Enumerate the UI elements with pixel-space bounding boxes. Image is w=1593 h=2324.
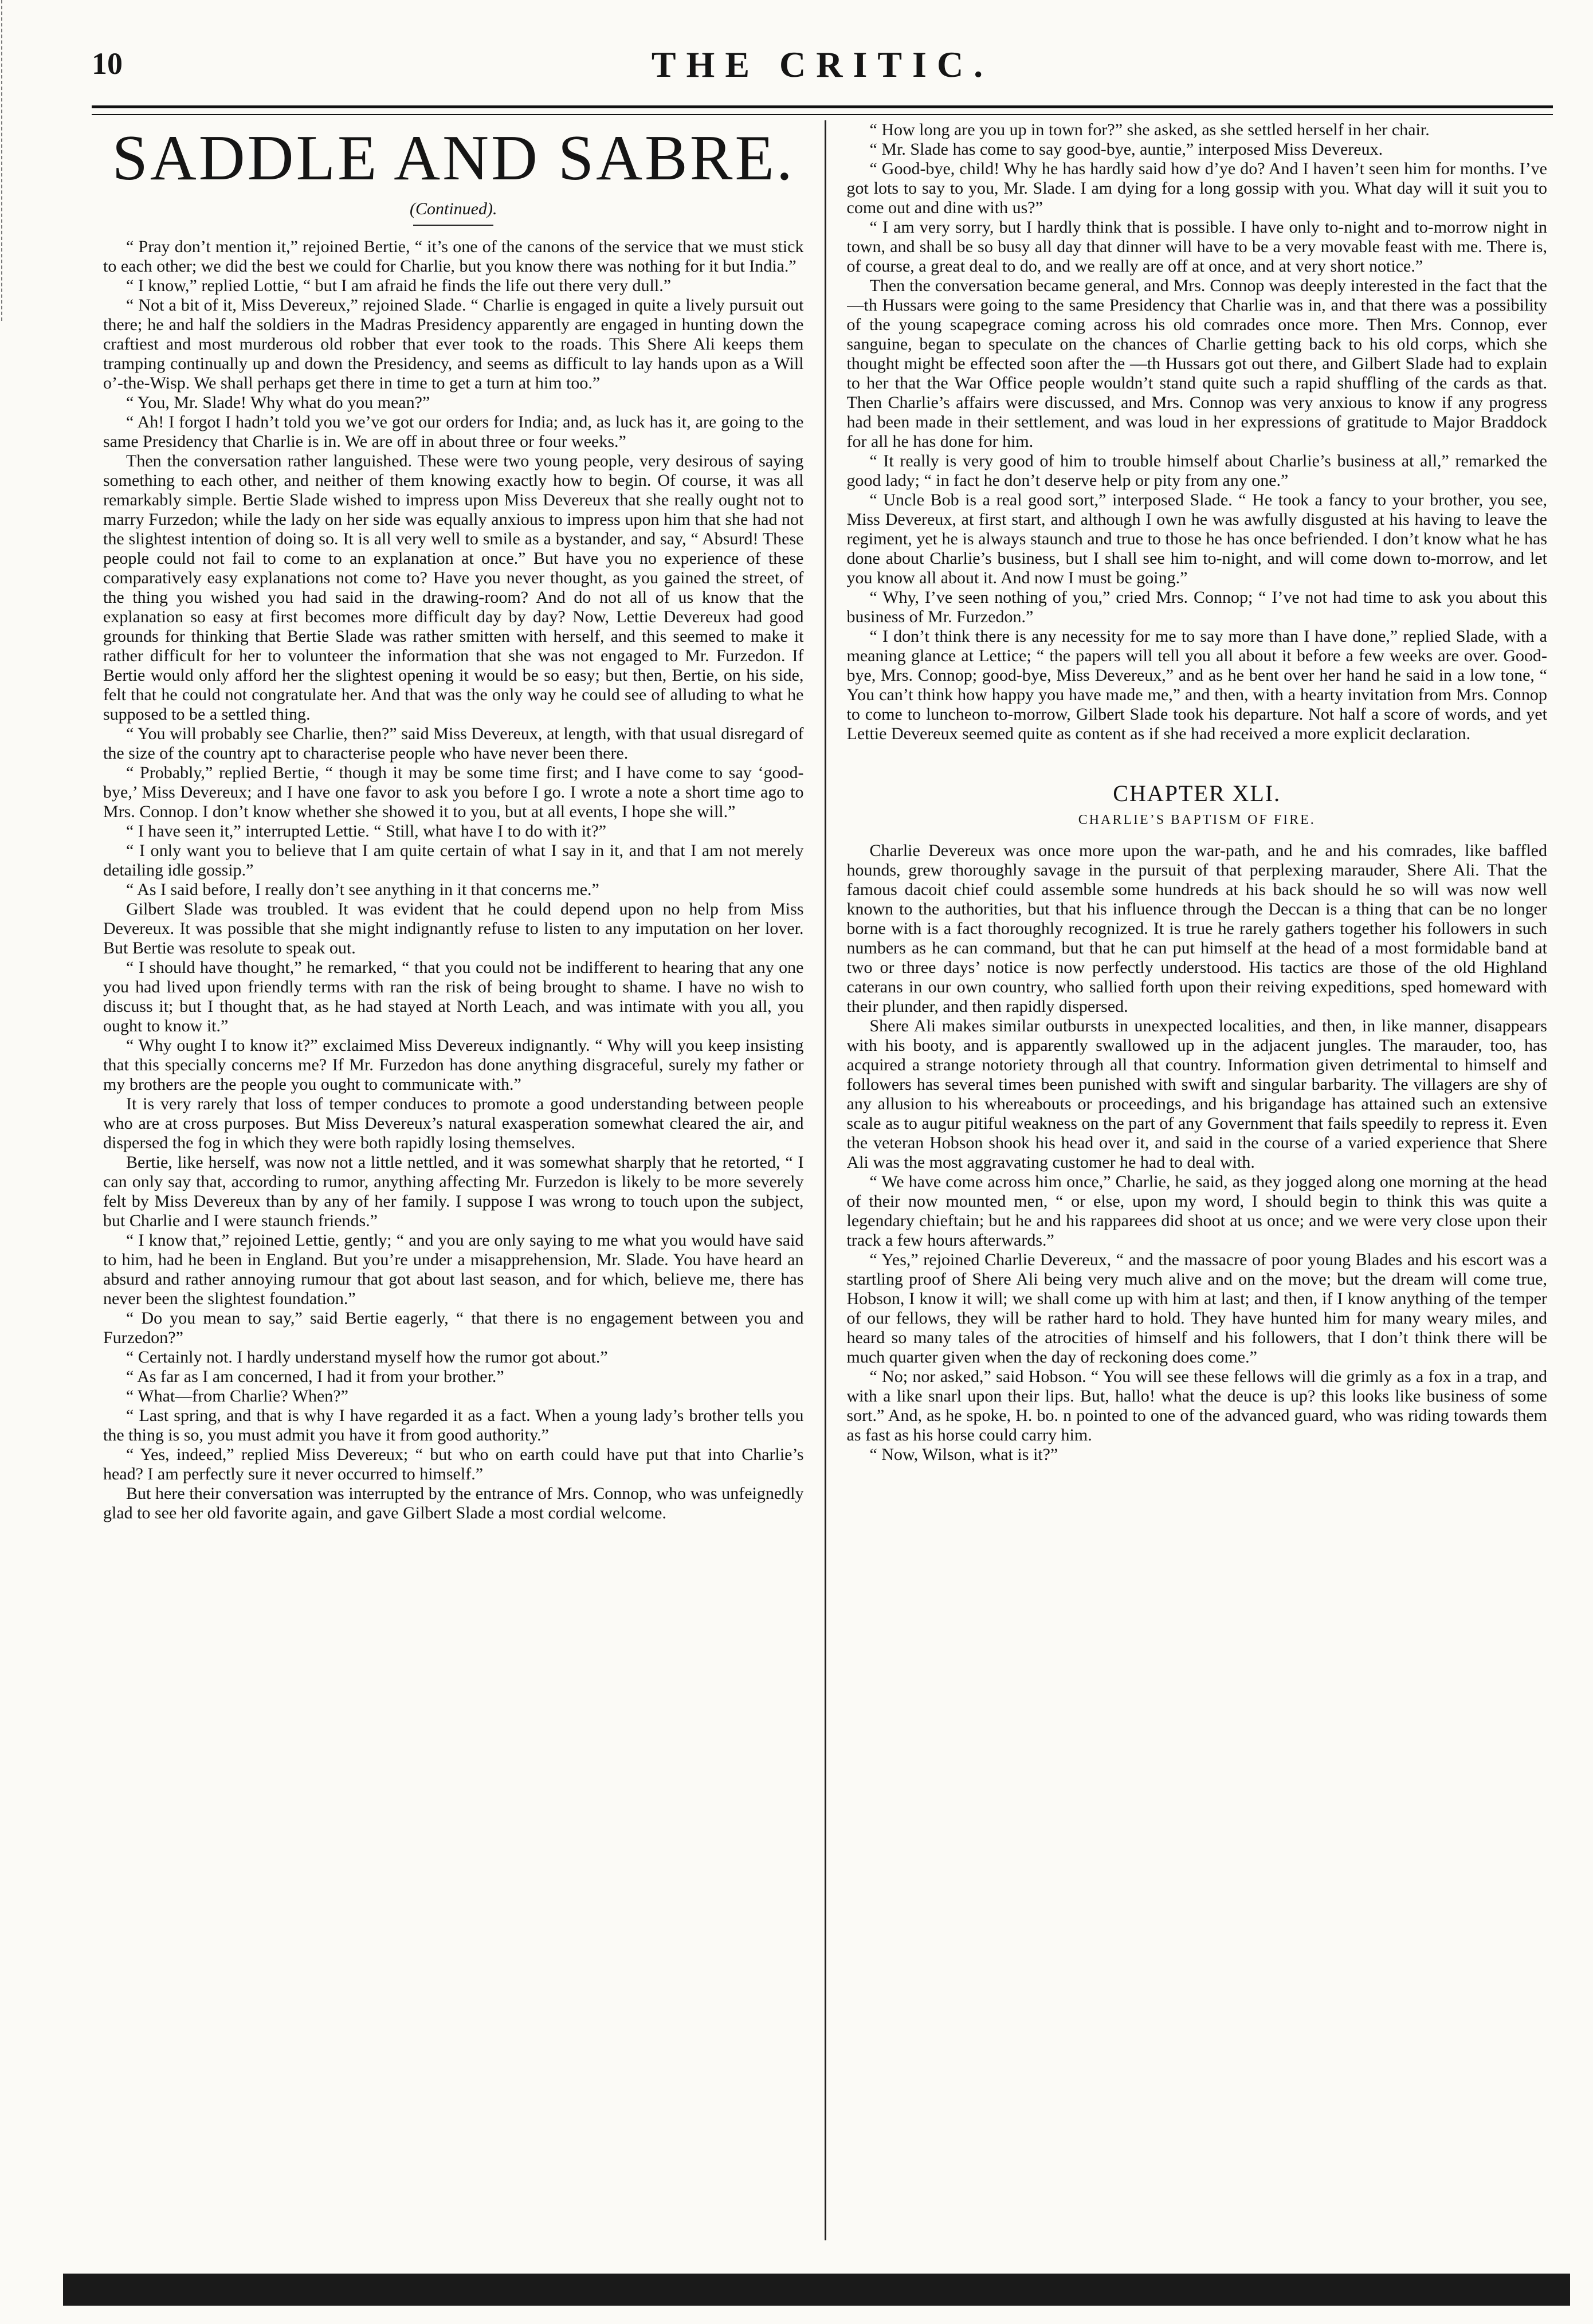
paragraph: “ As far as I am concerned, I had it from your brother.” xyxy=(126,1367,504,1386)
left-column-text xyxy=(103,237,804,1523)
right-column-text xyxy=(847,120,1548,744)
paragraph: “ Mr. Slade has come to say good-bye, auntie,” interposed Miss Devereux. xyxy=(869,140,1383,159)
article-columns xyxy=(103,120,1547,2240)
paragraph: “ What—from Charlie? When?” xyxy=(126,1387,348,1406)
paragraph: “ Uncle Bob is a real good sort,” interposed Slade. “ He took a fancy to your brother, you see, Miss Devereux, at first start, and although I own he was awfully disgusted at his having to leave the regiment, yet he is always staunch and true to those he has once befriended. I don’t know what he has done about Charlie’s business, but I shall see him to-night, and will come down to-morrow, and let you know all about it. And now I must be going.” xyxy=(846,490,1547,587)
page-number: 10 xyxy=(92,46,123,81)
paragraph: “ Probably,” replied Bertie, “ though it may be some time first; and I have come to say ‘good-bye,’ Miss Devereux; and I have one favor to ask you before I go. I wrote a note a short time ago to Mrs. Connop. I don’t know whether she showed it to you, but at all events, I hope she will.” xyxy=(103,763,804,821)
paragraph: “ I know,” replied Lottie, “ but I am afraid he finds the life out there very dull.” xyxy=(126,276,672,295)
paragraph: Then the conversation became general, and Mrs. Connop was deeply interested in the fact that the —th Hussars were going to the same Presidency that Charlie was in, and that there was a possibility of the young scapegrace coming across his old comrades once more. Then Mrs. Connop, ever sanguine, began to speculate on the chances of Charlie getting back to his old corps, which she thought might be effected soon after the —th Hussars got out there, and Gilbert Slade had to explain to her that the War Office people wouldn’t stand quite such a rapid shuffling of the cards as that. Then Charlie’s affairs were discussed, and Mrs. Connop was very anxious to know if any progress had been made in their settlement, and was loud in her expressions of gratitude to Major Braddock for all he has done for him. xyxy=(846,276,1547,451)
paragraph: “ Why, I’ve seen nothing of you,” cried Mrs. Connop; “ I’ve not had time to ask you about this business of Mr. Furzedon.” xyxy=(846,588,1547,626)
chapter-paragraph: “ We have come across him once,” Charlie, he said, as they jogged along one morning at the head of their now mounted men, “ or else, upon my word, I should begin to think this was quite a legendary chieftain; but he and his rapparees did shoot at us once; and we were very close upon their track a few hours afterwards.” xyxy=(846,1172,1547,1250)
paragraph: “ I know that,” rejoined Lettie, gently; “ and you are only saying to me what you would have said to him, had he been in England. But you’re under a misapprehension, Mr. Slade. You have heard an absurd and rather annoying rumour that got about last season, and for which, believe me, there has never been the slightest foundation.” xyxy=(103,1231,804,1308)
paragraph: “ Pray don’t mention it,” rejoined Bertie, “ it’s one of the canons of the service that we must stick to each other; we did the best we could for Charlie, but you know there was nothing for it but India.” xyxy=(103,237,804,276)
chapter-subtitle: CHARLIE’S BAPTISM OF FIRE. xyxy=(1078,812,1316,827)
paragraph: “ I don’t think there is any necessity for me to say more than I have done,” replied Slade, with a meaning glance at Lettice; “ the papers will tell you all about it before a few weeks are over. Good-bye, Mrs. Connop; good-bye, Miss Devereux,” and as he bent over her hand he said in a low tone, “ You can’t think how happy you have made me,” and then, with a hearty invitation from Mrs. Connop to come to luncheon to-morrow, Gilbert Slade took his departure. Not half a score of words, and yet Lettie Devereux seemed quite as content as if she had received a more explicit declaration. xyxy=(846,627,1547,743)
paragraph: “ Yes, indeed,” replied Miss Devereux; “ but who on earth could have put that into Charlie’s head? I am perfectly sure it never occurred to himself.” xyxy=(103,1445,804,1483)
bottom-dark-band xyxy=(63,2274,1570,2306)
paragraph: “ It really is very good of him to trouble himself about Charlie’s business at all,” remarked the good lady; “ in fact he don’t deserve help or pity from any one.” xyxy=(846,452,1547,490)
chapter-paragraph: “ Now, Wilson, what is it?” xyxy=(869,1445,1058,1464)
chapter-paragraph: “ Yes,” rejoined Charlie Devereux, “ and the massacre of poor young Blades and his escort was a startling proof of Shere Ali being very much alive and on the move; but the dream will come true, Hobson, I know it will; we shall come up with him at last; and then, if I know anything of the temper of our fellows, they will be rather hard to hold. They have hunted him for many weary miles, and heard so many tales of the atrocities of himself and his followers, that I don’t think there will be much quarter given when the day of reckoning does come.” xyxy=(846,1250,1547,1367)
paragraph: “ Do you mean to say,” said Bertie eagerly, “ that there is no engagement between you and Furzedon?” xyxy=(103,1309,804,1347)
chapter-title: CHAPTER XLI. xyxy=(1113,780,1281,806)
continued-note: (Continued). xyxy=(410,199,497,218)
paragraph: “ I am very sorry, but I hardly think that is possible. I have only to-night and to-morrow night in town, and shall be so busy all day that dinner will have to be a very movable feast with me. There is, of course, a great deal to do, and we really are off at once, and at very short notice.” xyxy=(846,218,1547,276)
paragraph: “ Not a bit of it, Miss Devereux,” rejoined Slade. “ Charlie is engaged in quite a lively pursuit out there; he and half the soldiers in the Madras Presidency apparently are engaged in hunting down the craftiest and most murderous old robber that ever took to the roads. This Shere Ali keeps them tramping continually up and down the Presidency, and seems as difficult to lay hands upon as a Will o’-the-Wisp. We shall perhaps get there in time to get a turn at him too.” xyxy=(103,296,804,392)
column-divider xyxy=(825,120,826,2240)
title-rule xyxy=(413,225,493,226)
paragraph: “ How long are you up in town for?” she asked, as she settled herself in her chair. xyxy=(869,120,1430,139)
paragraph: “ I should have thought,” he remarked, “ that you could not be indifferent to hearing that any one you had lived upon friendly terms with ran the risk of being brought to shame. I have no wish to discuss it; but I thought that, as he had stayed at North Leach, and was intimate with you all, you ought to know it.” xyxy=(103,958,804,1035)
paragraph: “ You will probably see Charlie, then?” said Miss Devereux, at length, with that usual disregard of the size of the country apt to characterise people who have never been there. xyxy=(103,724,804,763)
paragraph: Bertie, like herself, was now not a little nettled, and it was somewhat sharply that he retorted, “ I can only say that, according to rumor, anything affecting Mr. Furzedon is likely to be more severely felt by Miss Devereux than by any of her family. I suppose I was wrong to touch upon the subject, but Charlie and I were staunch friends.” xyxy=(103,1153,804,1230)
paragraph: “ Certainly not. I hardly understand myself how the rumor got about.” xyxy=(126,1348,608,1367)
paragraph: “ I have seen it,” interrupted Lettie. “ Still, what have I to do with it?” xyxy=(126,822,607,841)
binding-margin-line xyxy=(1,0,5,321)
left-column xyxy=(103,120,804,2240)
paragraph: Gilbert Slade was troubled. It was evident that he could depend upon no help from Miss Devereux. It was possible that she might indignantly refuse to listen to any imputation on her lover. But Bertie was resolute to speak out. xyxy=(103,900,804,957)
paragraph: “ Last spring, and that is why I have regarded it as a fact. When a young lady’s brother tells you the thing is so, you must admit you have it from good authority.” xyxy=(103,1406,804,1444)
paragraph: It is very rarely that loss of temper conduces to promote a good understanding between people who are at cross purposes. But Miss Devereux’s natural exasperation somewhat cleared the air, and dispersed the fog in which they were both rapidly losing themselves. xyxy=(103,1094,804,1152)
paragraph: “ I only want you to believe that I am quite certain of what I say in it, and that I am not merely detailing idle gossip.” xyxy=(103,841,804,880)
page-header xyxy=(92,40,1553,109)
masthead: THE CRITIC. xyxy=(651,44,994,85)
paragraph: “ As I said before, I really don’t see anything in it that concerns me.” xyxy=(126,880,599,899)
header-rule xyxy=(92,105,1553,115)
chapter-paragraph: Shere Ali makes similar outbursts in unexpected localities, and then, in like manner, disappears with his booty, and is apparently swallowed up in the adjacent jungles. The marauder, too, has acquired a strange notoriety through all that country. Information given detrimental to himself and followers has several times been punished with swift and singular barbarity. The villagers are shy of any allusion to his whereabouts or proceedings, and his brigandage has attained such an extensive scale as to augur pitiful weakness on the part of any Government that fails speedily to repress it. Even the veteran Hobson shook his head over it, and said in the course of a varied experience that Shere Ali was the most aggravating customer he had to deal with. xyxy=(846,1016,1547,1172)
paragraph: “ Good-bye, child! Why he has hardly said how d’ye do? And I haven’t seen him for months. I’ve got lots to say to you, Mr. Slade. I am dying for a long gossip with you. What day will it suit you to come out and dine with us?” xyxy=(846,159,1547,217)
chapter-text xyxy=(847,841,1548,1465)
article-title: SADDLE AND SABRE. xyxy=(112,123,795,194)
paragraph: But here their conversation was interrupted by the entrance of Mrs. Connop, who was unfeignedly glad to see her old favorite again, and gave Gilbert Slade a most cordial welcome. xyxy=(103,1484,804,1522)
right-column xyxy=(847,120,1548,2240)
chapter-paragraph: Charlie Devereux was once more upon the war-path, and he and his comrades, like baffled hounds, grew thoroughly savage in the pursuit of that perplexing marauder, Shere Ali. That the famous dacoit chief could assemble some hundreds at his back should he so will was now well known to the authorities, but that his influence through the Deccan is a thing that can be no longer borne with is a fact thoroughly recognized. It is true he rarely gathers together his followers in such numbers as he can command, but that he can put himself at the head of a most formidable band at two or three days’ notice is now perfectly understood. His tactics are those of the old Highland caterans in our own country, who sallied forth upon their reiving expeditions, sped homeward with their plunder, and then rapidly dispersed. xyxy=(846,841,1547,1016)
paragraph: Then the conversation rather languished. These were two young people, very desirous of saying something to each other, and neither of them knowing exactly how to begin. Of course, it was all remarkably simple. Bertie Slade wished to impress upon Miss Devereux that she really ought not to marry Furzedon; while the lady on her side was equally anxious to impress upon him that she had not the slightest intention of doing so. It is all very well to smile as a bystander, and say, “ Absurd! These people could not fail to come to an explanation at once.” But have you no experience of these comparatively easy explanations not come to? Have you never thought, as you gained the street, of the thing you wished you had said in the drawing-room? And do not all of us know that the explanation so easy at first becomes more difficult day by day? Now, Lettie Devereux had good grounds for thinking that Bertie Slade was rather smitten with herself, and this seemed to make it rather difficult for her to volunteer the information that she was not engaged to Mr. Furzedon. If Bertie would only afford her the slightest opening it would be so easy; but then, Bertie, on his side, felt that he could not congratulate her. And that was the only way he could see of alluding to what he supposed to be a settled thing. xyxy=(103,452,804,724)
paragraph: “ Why ought I to know it?” exclaimed Miss Devereux indignantly. “ Why will you keep insisting that this specially concerns me? If Mr. Furzedon has done anything disgraceful, surely my father or my brothers are the people you ought to communicate with.” xyxy=(103,1036,804,1094)
paragraph: “ You, Mr. Slade! Why what do you mean?” xyxy=(126,393,430,412)
chapter-paragraph: “ No; nor asked,” said Hobson. “ You will see these fellows will die grimly as a fox in a trap, and with a like snarl upon their lips. But, hallo! what the deuce is up? this looks like business of some sort.” And, as he spoke, H. bo. n pointed to one of the advanced guard, who was riding towards them as fast as his horse could carry him. xyxy=(846,1367,1547,1444)
paragraph: “ Ah! I forgot I hadn’t told you we’ve got our orders for India; and, as luck has it, are going to the same Presidency that Charlie is in. We are off in about three or four weeks.” xyxy=(103,413,804,451)
